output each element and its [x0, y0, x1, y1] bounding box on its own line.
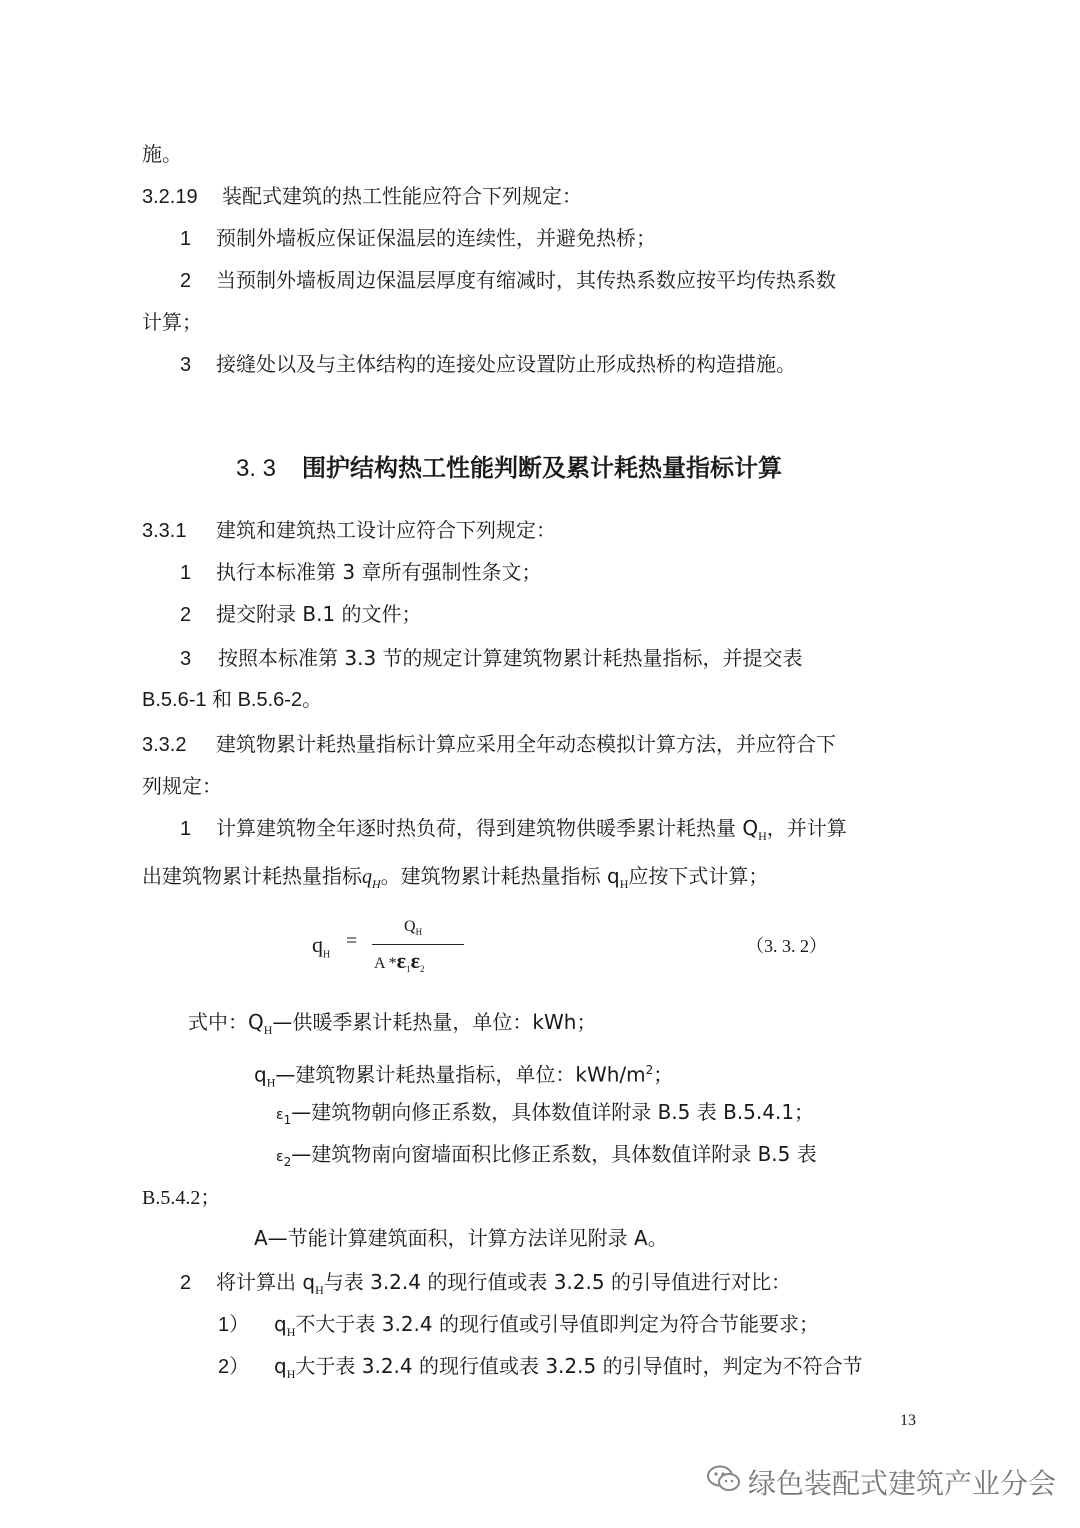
- section-heading: [236, 448, 782, 483]
- item-text: 按照本标准第 3.3 节的规定计算建筑物累计耗热量指标，并提交表: [218, 646, 803, 670]
- section-title: 围护结构热工性能判断及累计耗热量指标计算: [302, 454, 782, 482]
- item-number: 1: [180, 228, 192, 250]
- item-number: 2: [180, 270, 192, 292]
- section-number: 3. 3: [236, 455, 277, 482]
- text-line: [142, 862, 768, 898]
- where-line: A—节能计算建筑面积，计算方法详见附录 A。: [254, 1226, 668, 1250]
- item-text: 执行本标准第 3 章所有强制性条文；: [216, 560, 542, 584]
- fraction-bar: [372, 944, 464, 945]
- item-number: 3: [180, 354, 192, 376]
- item-number: 2）: [218, 1356, 250, 1378]
- item-number: 1）: [218, 1314, 250, 1336]
- list-item: [180, 558, 541, 587]
- where-line: 式中：$Q_H—$供暖季累计耗热量，单位：kWh；: [188, 1010, 597, 1037]
- item-number: 1: [180, 562, 192, 584]
- watermark: [706, 1462, 1056, 1502]
- formula-denominator: A $*\varepsilon_1\varepsilon_2$: [374, 948, 425, 975]
- text-b: 。建筑物累计耗热量指标 q: [380, 864, 620, 888]
- item-number: 1: [180, 818, 192, 840]
- formula-label: （3. 3. 2）: [746, 936, 827, 956]
- subscript: H: [619, 877, 629, 891]
- clause-text: 建筑物累计耗热量指标计算应采用全年动态模拟计算方法，并应符合下: [216, 732, 836, 756]
- clause-3-3-2: [142, 730, 836, 759]
- formula-3-3-2: [312, 918, 472, 980]
- list-item: [180, 814, 847, 850]
- wechat-icon: [706, 1464, 742, 1501]
- text-line: 列规定：: [142, 774, 222, 798]
- list-item: 2） $q_H$大于表 3.2.4 的现行值或表 3.2.5 的引导值时，判定为不符合节: [218, 1354, 863, 1381]
- text-line: 计算；: [142, 310, 202, 334]
- clause-3-2-19: [142, 182, 582, 211]
- formula-equals: =: [346, 930, 358, 952]
- item-text: 计算建筑物全年逐时热负荷，得到建筑物供暖季累计耗热量 Q: [216, 816, 759, 840]
- text-line: B.5.4.2；: [142, 1187, 221, 1209]
- subscript: H: [372, 877, 381, 891]
- list-item: 2 将计算出 $q_H$与表 3.2.4 的现行值或表 3.2.5 的引导值进行对比：: [180, 1270, 791, 1297]
- watermark-text: 绿色装配式建筑产业分会: [748, 1467, 1057, 1500]
- item-number: 2: [180, 604, 192, 626]
- where-line: $q_H—$建筑物累计耗热量指标，单位：kWh/$m^2$；: [254, 1062, 674, 1090]
- clause-number: 3.3.1: [142, 520, 187, 542]
- list-item: [180, 350, 796, 379]
- q-symbol: q: [362, 866, 372, 888]
- item-number: 3: [180, 648, 192, 670]
- clause-text: 装配式建筑的热工性能应符合下列规定：: [222, 184, 582, 208]
- item-text-tail: ，并计算: [766, 816, 847, 840]
- list-item: 1） $q_H$不大于表 3.2.4 的现行值或引导值即判定为符合节能要求；: [218, 1312, 819, 1339]
- subscript: H: [758, 829, 767, 843]
- text-a: 出建筑物累计耗热量指标: [142, 864, 362, 888]
- where-line: $\varepsilon_1—$建筑物朝向修正系数，具体数值详附录 B.5 表 B.5.4.1；: [276, 1100, 815, 1127]
- item-text: 预制外墙板应保证保温层的连续性，并避免热桥；: [216, 226, 656, 250]
- list-item: [180, 224, 656, 253]
- clause-3-3-1: [142, 516, 556, 545]
- formula-numerator: $Q_H$: [404, 918, 423, 938]
- list-item: [180, 600, 422, 629]
- item-text: 接缝处以及与主体结构的连接处应设置防止形成热桥的构造措施。: [216, 352, 796, 376]
- list-item: [180, 644, 803, 673]
- clause-text: 建筑和建筑热工设计应符合下列规定：: [216, 518, 556, 542]
- item-number: 2: [180, 1272, 192, 1294]
- page-number: 13: [900, 1412, 916, 1429]
- clause-number: 3.2.19: [142, 186, 198, 208]
- item-text: 提交附录 B.1 的文件；: [216, 602, 422, 626]
- text-c: 应按下式计算；: [628, 864, 769, 888]
- clause-number: 3.3.2: [142, 734, 187, 756]
- text-line: B.5.6-1 和 B.5.6-2。: [142, 689, 323, 711]
- where-line: $\varepsilon_2—$建筑物南向窗墙面积比修正系数，具体数值详附录 B.5 表: [276, 1142, 817, 1169]
- item-text: 当预制外墙板周边保温层厚度有缩减时，其传热系数应按平均传热系数: [216, 268, 836, 292]
- text-line: 施。: [142, 142, 182, 166]
- formula-lhs: $q_H$: [312, 932, 331, 961]
- list-item: [180, 266, 836, 295]
